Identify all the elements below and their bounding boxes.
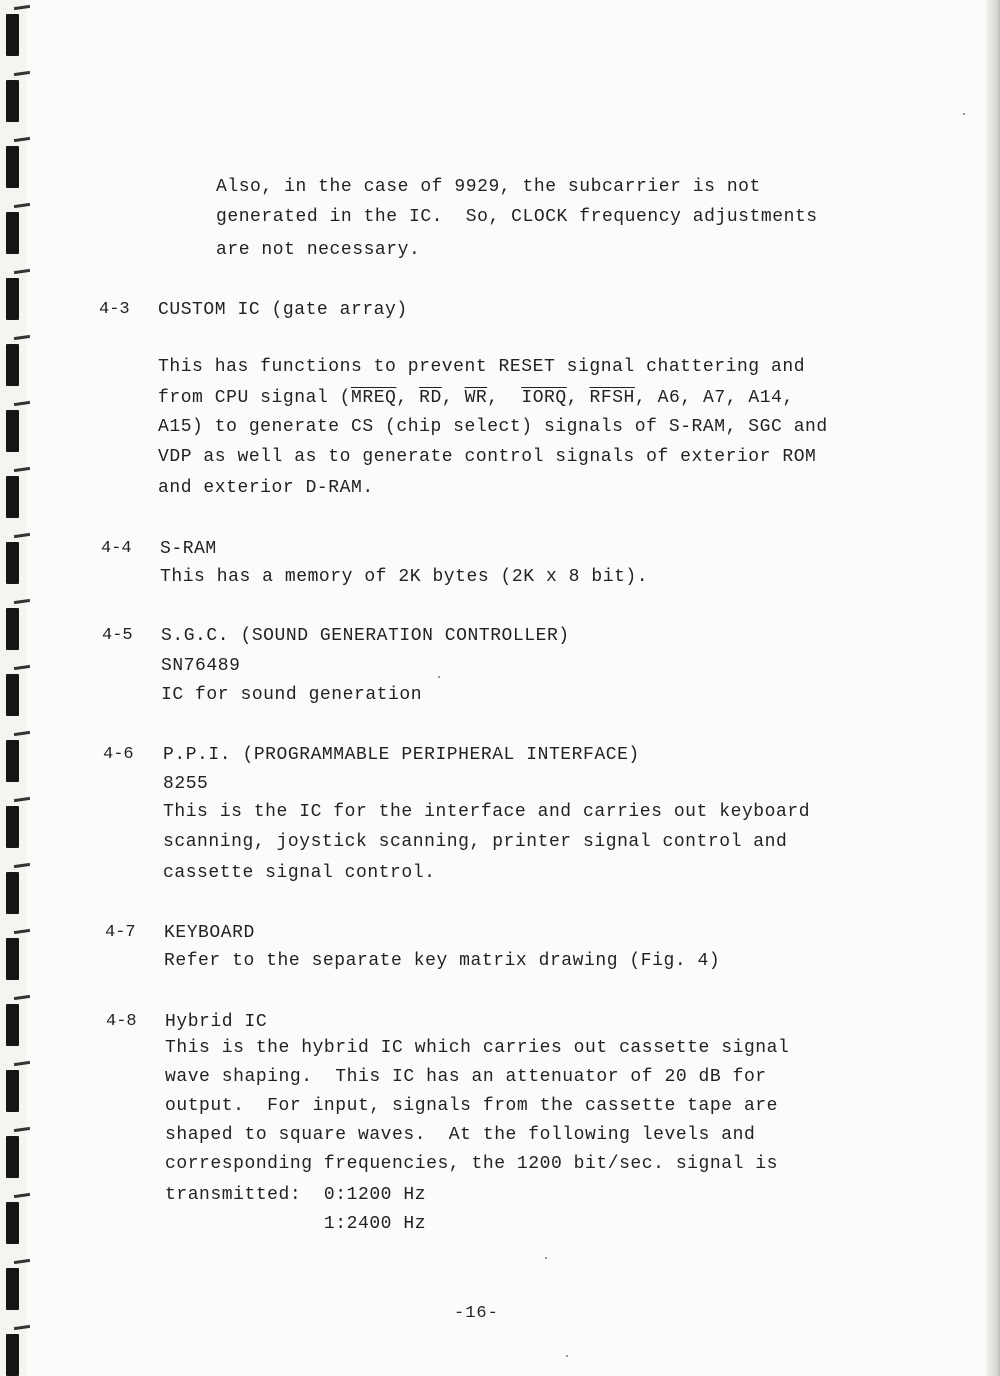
binding-hole [6, 410, 19, 452]
paper-speck [566, 1355, 568, 1357]
binding-hole [6, 608, 19, 650]
binding-hole [6, 1202, 19, 1244]
paper-speck [963, 113, 965, 115]
section-number: 4-3 [99, 300, 130, 319]
section-body-line: This is the hybrid IC which carries out cassette signal [165, 1038, 790, 1058]
section-body-line: This has a memory of 2K bytes (2K x 8 bit). [160, 567, 649, 587]
rd-signal: $\overline{RD}$ [419, 388, 442, 408]
page-number: -16- [454, 1304, 499, 1323]
section-number: 4-5 [102, 626, 133, 645]
binding-hole [6, 476, 19, 518]
wr-signal: $\overline{WR}$ [464, 388, 488, 408]
paper-speck [438, 676, 440, 678]
binding-hole [6, 278, 19, 320]
section-body-line: 8255 [163, 774, 209, 794]
intro-line: generated in the IC. So, CLOCK frequency adjustments [216, 207, 818, 227]
binding-hole [6, 872, 19, 914]
section-body-line: SN76489 [161, 656, 241, 676]
binding-hole [6, 674, 19, 716]
section-body-line: scanning, joystick scanning, printer signal control and [163, 832, 788, 852]
section-body-line: wave shaping. This IC has an attenuator of 20 dB for [165, 1067, 767, 1087]
intro-line: Also, in the case of 9929, the subcarrier is not [216, 177, 761, 197]
section-body-line: cassette signal control. [163, 863, 436, 883]
cpu-signal-suffix: , A6, A7, A14, [634, 388, 794, 408]
section-number: 4-4 [101, 539, 132, 558]
rfsh-signal: RFSH [589, 388, 635, 408]
section-body-line: A15) to generate CS (chip select) signals of S-RAM, SGC and [158, 417, 828, 437]
section-number: 4-8 [106, 1012, 137, 1031]
spiral-binding-strip [0, 0, 26, 1376]
section-heading: S.G.C. (SOUND GENERATION CONTROLLER) [161, 626, 570, 646]
binding-hole [6, 806, 19, 848]
intro-line: are not necessary. [216, 240, 421, 260]
section-body-line: output. For input, signals from the cassette tape are [165, 1096, 778, 1116]
section-body-line: This has functions to prevent RESET signal chattering and [158, 357, 806, 377]
section-body-line: and exterior D-RAM. [158, 478, 374, 498]
binding-hole [6, 1136, 19, 1178]
section-heading: Hybrid IC [165, 1012, 268, 1032]
binding-hole [6, 14, 19, 56]
section-body-line: corresponding frequencies, the 1200 bit/sec. signal is [165, 1154, 778, 1174]
binding-hole [6, 740, 19, 782]
binding-hole [6, 1070, 19, 1112]
section-body-line: shaped to square waves. At the following levels and [165, 1125, 756, 1145]
page-edge-shadow [986, 0, 1000, 1376]
cpu-signal-line: from CPU signal (MREQ, $\overline{RD}$, $\overline{WR}$, IORQ, RFSH, A6, A7, A14, [158, 388, 794, 408]
section-body-line: transmitted: 0:1200 Hz [165, 1185, 427, 1205]
section-heading: KEYBOARD [164, 923, 255, 943]
binding-hole [6, 212, 19, 254]
iorq-signal: IORQ [521, 388, 567, 408]
binding-hole [6, 1268, 19, 1310]
section-number: 4-7 [105, 923, 136, 942]
section-heading: CUSTOM IC (gate array) [158, 300, 408, 320]
mreq-signal: MREQ [350, 388, 397, 408]
section-body-line: IC for sound generation [161, 685, 423, 705]
cpu-signal-prefix: from CPU signal ( [158, 388, 351, 408]
section-body-line: VDP as well as to generate control signals of exterior ROM [158, 447, 817, 467]
section-heading: S-RAM [160, 539, 217, 559]
binding-hole [6, 1334, 19, 1376]
paper-speck [545, 1257, 547, 1259]
section-body-line: This is the IC for the interface and carries out keyboard [163, 802, 811, 822]
binding-hole [6, 344, 19, 386]
binding-hole [6, 938, 19, 980]
binding-hole [6, 542, 19, 584]
section-body-line: Refer to the separate key matrix drawing (Fig. 4) [164, 951, 721, 971]
section-heading: P.P.I. (PROGRAMMABLE PERIPHERAL INTERFACE) [163, 745, 640, 765]
binding-hole [6, 1004, 19, 1046]
section-body-line: 1:2400 Hz [165, 1214, 427, 1234]
binding-hole [6, 146, 19, 188]
binding-hole [6, 80, 19, 122]
section-number: 4-6 [103, 745, 134, 764]
